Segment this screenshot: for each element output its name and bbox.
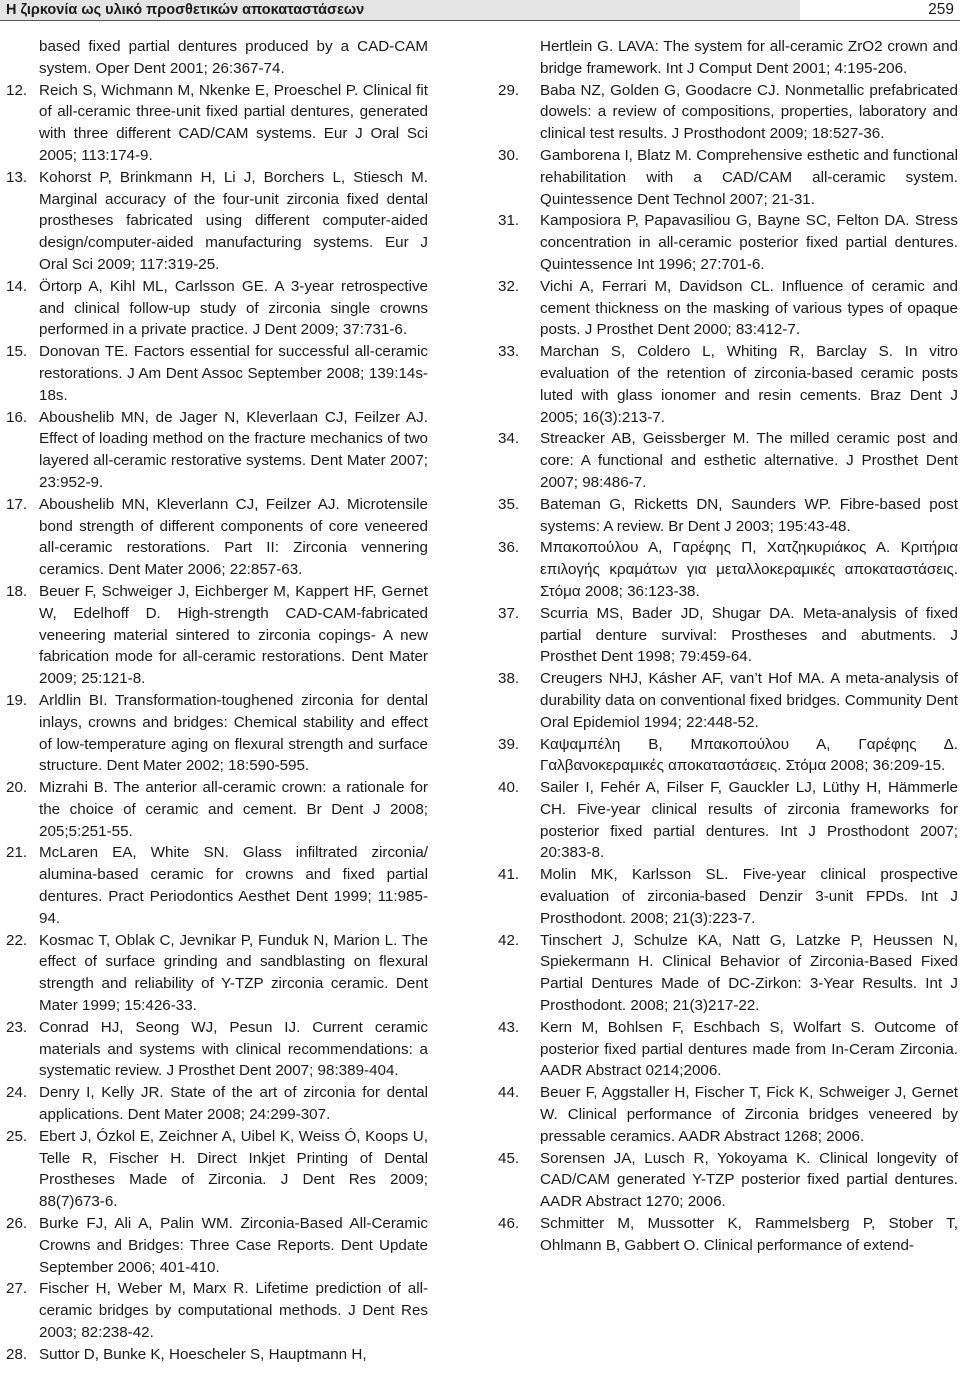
reference-text: McLaren EA, White SN. Glass infiltrated zirconia/ alumina-based ceramic for crowns and fixed partial dentures. Pract Periodontics Aesthet Dent 1999; 11:985-94. bbox=[39, 844, 428, 927]
reference-number: 40. bbox=[498, 779, 520, 797]
reference-number: 13. bbox=[6, 168, 28, 186]
reference-text: Kamposiora P, Papavasiliou G, Bayne SC, Felton DA. Stress concentration in all-ceramic posterior fixed partial dentures. Quintessence Int 1996; 27:701-6. bbox=[540, 212, 958, 273]
reference-number: 27. bbox=[6, 1280, 28, 1298]
reference-number: 41. bbox=[498, 866, 520, 884]
reference-text: Tinschert J, Schulze KA, Natt G, Latzke P, Heussen N, Spiekermann H. Clinical Behavior of Zirconia-Based Fixed Partial Dentures Made of DC-Zirkon: 3-Year Results. Int J Prosthodont. 2008; 21(3)217-22. bbox=[540, 931, 958, 1015]
reference-number: 37. bbox=[498, 604, 520, 622]
header-divider bbox=[0, 20, 960, 21]
reference-item bbox=[6, 581, 428, 690]
reference-item bbox=[6, 1344, 428, 1366]
reference-item bbox=[6, 1082, 428, 1126]
reference-item bbox=[498, 864, 958, 929]
reference-item bbox=[6, 690, 428, 777]
reference-number: 24. bbox=[6, 1084, 28, 1102]
reference-text: Örtorp A, Kihl ML, Carlsson GE. A 3-year retrospective and clinical follow-up study of zirconia single crowns performed in a private practice. J Dent 2009; 37:731-6. bbox=[39, 277, 428, 339]
reference-text: Μπακοπούλου Α, Γαρέφης Π, Χατζηκυριάκος Α. Κριτήρια επιλογής κραμάτων για μεταλλοκεραμικές αποκαταστάσεις. Στόμα 2008; 36:123-38. bbox=[540, 539, 958, 600]
reference-number: 26. bbox=[6, 1215, 28, 1233]
reference-number: 28. bbox=[6, 1345, 28, 1363]
reference-text: Streacker AB, Geissberger M. The milled ceramic post and core: A functional and esthetic alternative. J Prosthet Dent 2007; 98:486-7. bbox=[540, 430, 958, 491]
reference-item bbox=[498, 777, 958, 864]
reference-number: 22. bbox=[6, 931, 28, 949]
reference-number: 15. bbox=[6, 343, 28, 361]
reference-item bbox=[498, 80, 958, 145]
reference-number: 29. bbox=[498, 81, 520, 99]
running-title: Η ζιρκονία ως υλικό προσθετικών αποκαταστάσεων bbox=[6, 2, 365, 18]
reference-item bbox=[498, 1082, 958, 1147]
reference-text: Bateman G, Ricketts DN, Saunders WP. Fibre-based post systems: A review. Br Dent J 2003; 195:43-48. bbox=[540, 495, 958, 535]
reference-item bbox=[6, 842, 428, 929]
reference-text: based fixed partial dentures produced by a CAD-CAM system. Oper Dent 2001; 26:367-74. bbox=[39, 38, 428, 77]
reference-text: Marchan S, Coldero L, Whiting R, Barclay S. In vitro evaluation of the retention of zirconia-based ceramic posts luted with glass ionomer and resin cements. Braz Dent J 2005; 16(3):213-7. bbox=[540, 343, 958, 426]
reference-number: 36. bbox=[498, 539, 520, 557]
reference-item bbox=[498, 428, 958, 493]
reference-number: 33. bbox=[498, 343, 520, 361]
reference-item bbox=[6, 80, 428, 167]
reference-text: Kosmac T, Oblak C, Jevnikar P, Funduk N, Marion L. The effect of surface grinding and sandblasting on flexural strength and reliability of Y-TZP zirconia ceramic. Dent Mater 1999; 15:426-33. bbox=[39, 931, 428, 1015]
reference-number: 30. bbox=[498, 146, 520, 164]
reference-item bbox=[498, 341, 958, 428]
reference-item bbox=[498, 36, 958, 80]
right-reference-column bbox=[498, 36, 958, 1257]
reference-text: Beuer F, Schweiger J, Eichberger M, Kappert HF, Gernet W, Edelhoff D. High-strength CAD-CAM-fabricated veneering material sintered to zirconia copings- A new fabrication mode for all-ceramic restorations. Dent Mater 2009; 25:121-8. bbox=[39, 582, 428, 688]
reference-item bbox=[498, 537, 958, 602]
reference-number: 38. bbox=[498, 670, 520, 688]
reference-item bbox=[6, 494, 428, 581]
reference-text: Schmitter M, Mussotter K, Rammelsberg P, Stober T, Ohlmann B, Gabbert O. Clinical performance of extend- bbox=[540, 1215, 958, 1254]
reference-text: Beuer F, Aggstaller H, Fischer T, Fick K, Schweiger J, Gernet W. Clinical performance of Zirconia bridges veneered by pressable ceramics. AADR Abstract 1268; 2006. bbox=[540, 1084, 958, 1145]
page-number: 259 bbox=[928, 1, 954, 18]
reference-number: 44. bbox=[498, 1084, 520, 1102]
reference-number: 34. bbox=[498, 430, 520, 448]
reference-number: 21. bbox=[6, 844, 28, 862]
reference-text: Molin MK, Karlsson SL. Five-year clinical prospective evaluation of zirconia-based Denzir 3-unit FPDs. Int J Prosthodont. 2008; 21(3):223-7. bbox=[540, 866, 958, 927]
reference-text: Suttor D, Bunke K, Hoescheler S, Hauptmann H, bbox=[39, 1345, 367, 1363]
reference-number: 19. bbox=[6, 691, 28, 709]
reference-item bbox=[6, 930, 428, 1017]
reference-text: Fischer H, Weber M, Marx R. Lifetime prediction of all-ceramic bridges by computational methods. J Dent Res 2003; 82:238-42. bbox=[39, 1280, 428, 1342]
reference-text: Sorensen JA, Lusch R, Yokoyama K. Clinical longevity of CAD/CAM generated Y-TZP posterior fixed partial dentures. AADR Abstract 1270; 2006. bbox=[540, 1149, 958, 1211]
reference-item bbox=[6, 341, 428, 406]
reference-text: Aboushelib MN, Kleverlann CJ, Feilzer AJ. Microtensile bond strength of different components of core veneered all-ceramic restorations. Part II: Zirconia vennering ceramics. Dent Mater 2006; 22:857-63. bbox=[39, 495, 428, 579]
reference-text: Reich S, Wichmann M, Nkenke E, Proeschel P. Clinical fit of all-ceramic three-unit fixed partial dentures, generated with three different CAD/CAM systems. Eur J Oral Sci 2005; 113:174-9. bbox=[39, 81, 428, 164]
reference-number: 16. bbox=[6, 408, 28, 426]
page-header bbox=[0, 0, 960, 32]
reference-text: Hertlein G. LAVA: The system for all-ceramic ZrO2 crown and bridge framework. Int J Comput Dent 2001; 4:195-206. bbox=[540, 38, 958, 77]
reference-item bbox=[6, 167, 428, 276]
reference-number: 14. bbox=[6, 277, 28, 295]
left-reference-column bbox=[6, 36, 428, 1366]
reference-text: Denry I, Kelly JR. State of the art of zirconia for dental applications. Dent Mater 2008; 24:299-307. bbox=[39, 1084, 428, 1124]
reference-number: 31. bbox=[498, 212, 520, 230]
reference-item bbox=[498, 603, 958, 668]
reference-text: Donovan TE. Factors essential for successful all-ceramic restorations. J Am Dent Assoc September 2008; 139:14s-18s. bbox=[39, 343, 428, 404]
reference-text: Gamborena I, Blatz M. Comprehensive esthetic and functional rehabilitation with a CAD/CAM all-ceramic system. Quintessence Dent Technol 2007; 21-31. bbox=[540, 146, 958, 208]
reference-number: 42. bbox=[498, 931, 520, 949]
reference-text: Conrad HJ, Seong WJ, Pesun IJ. Current ceramic materials and systems with clinical recommendations: a systematic review. J Prosthet Dent 2007; 98:389-404. bbox=[39, 1018, 428, 1080]
reference-text: Scurria MS, Bader JD, Shugar DA. Meta-analysis of fixed partial denture survival: Prostheses and abutments. J Prosthet Dent 1998; 79:459-64. bbox=[540, 604, 958, 666]
reference-number: 18. bbox=[6, 582, 28, 600]
reference-text: Kern M, Bohlsen F, Eschbach S, Wolfart S. Outcome of posterior fixed partial dentures made from In-Ceram Zirconia. AADR Abstract 0214;2006. bbox=[540, 1018, 958, 1080]
reference-item bbox=[498, 145, 958, 210]
reference-number: 35. bbox=[498, 495, 520, 513]
reference-item bbox=[498, 1213, 958, 1257]
reference-item bbox=[6, 276, 428, 341]
reference-text: Καψαμπέλη Β, Μπακοπούλου Α, Γαρέφης Δ. Γαλβανοκεραμικές αποκαταστάσεις. Στόμα 2008; 36:209-15. bbox=[540, 735, 958, 775]
reference-item bbox=[498, 1017, 958, 1082]
reference-item bbox=[6, 1213, 428, 1278]
reference-item bbox=[498, 494, 958, 538]
reference-text: Burke FJ, Ali A, Palin WM. Zirconia-Based All-Ceramic Crowns and Bridges: Three Case Reports. Dent Update September 2006; 401-410. bbox=[39, 1215, 428, 1276]
reference-item bbox=[498, 734, 958, 778]
reference-number: 25. bbox=[6, 1127, 28, 1145]
reference-text: Arldlin BI. Transformation-toughened zirconia for dental inlays, crowns and bridges: Chemical stability and effect of low-temperature aging on flexural strength and surface structure. Dent Mater 2002; 18:590-595. bbox=[39, 691, 428, 775]
reference-text: Mizrahi B. The anterior all-ceramic crown: a rationale for the choice of ceramic and cement. Br Dent J 2008; 205;5:251-55. bbox=[39, 779, 428, 840]
reference-text: Sailer I, Fehér A, Filser F, Gauckler LJ, Lüthy H, Hämmerle CH. Five-year clinical results of zirconia frameworks for posterior fixed partial dentures. Int J Prosthodont 2007; 20:383-8. bbox=[540, 779, 958, 862]
reference-item bbox=[6, 1017, 428, 1082]
reference-number: 43. bbox=[498, 1018, 520, 1036]
reference-item bbox=[6, 36, 428, 80]
reference-number: 23. bbox=[6, 1018, 28, 1036]
reference-item bbox=[498, 930, 958, 1017]
reference-text: Creugers NHJ, Kásher AF, van’t Hof MA. A meta-analysis of durability data on conventional fixed bridges. Community Dent Oral Epidemiol 1994; 22:448-52. bbox=[540, 670, 958, 731]
reference-item bbox=[6, 1126, 428, 1213]
reference-item bbox=[6, 407, 428, 494]
reference-text: Vichi A, Ferrari M, Davidson CL. Influence of ceramic and cement thickness on the masking of various types of opaque posts. J Prosthet Dent 2000; 83:412-7. bbox=[540, 277, 958, 339]
reference-text: Baba NZ, Golden G, Goodacre CJ. Nonmetallic prefabricated dowels: a review of compositions, properties, laboratory and clinical test results. J Prosthodont 2009; 18:527-36. bbox=[540, 81, 958, 143]
reference-number: 32. bbox=[498, 277, 520, 295]
reference-number: 17. bbox=[6, 495, 28, 513]
reference-number: 46. bbox=[498, 1215, 520, 1233]
reference-number: 20. bbox=[6, 779, 28, 797]
reference-item bbox=[6, 777, 428, 842]
reference-item bbox=[498, 276, 958, 341]
reference-number: 39. bbox=[498, 735, 520, 753]
reference-text: Kohorst P, Brinkmann H, Li J, Borchers L, Stiesch M. Marginal accuracy of the four-unit zirconia fixed dental prostheses fabricated using different computer-aided design/computer-aided manufacturing systems. Eur J Oral Sci 2009; 117:319-25. bbox=[39, 168, 428, 273]
reference-item bbox=[498, 668, 958, 733]
reference-item bbox=[498, 1148, 958, 1213]
reference-text: Aboushelib MN, de Jager N, Kleverlaan CJ, Feilzer AJ. Effect of loading method on the fracture mechanics of two layered all-ceramic restorative systems. Dent Mater 2007; 23:952-9. bbox=[39, 408, 428, 491]
reference-item bbox=[498, 210, 958, 275]
reference-number: 12. bbox=[6, 81, 28, 99]
reference-number: 45. bbox=[498, 1149, 520, 1167]
reference-text: Ebert J, Ózkol E, Zeichner A, Uibel K, Weiss Ó, Koops U, Telle R, Fischer H. Direct Inkjet Printing of Dental Prostheses Made of Zirconia. J Dent Res 2009; 88(7)673-6. bbox=[39, 1127, 428, 1211]
reference-item bbox=[6, 1278, 428, 1343]
